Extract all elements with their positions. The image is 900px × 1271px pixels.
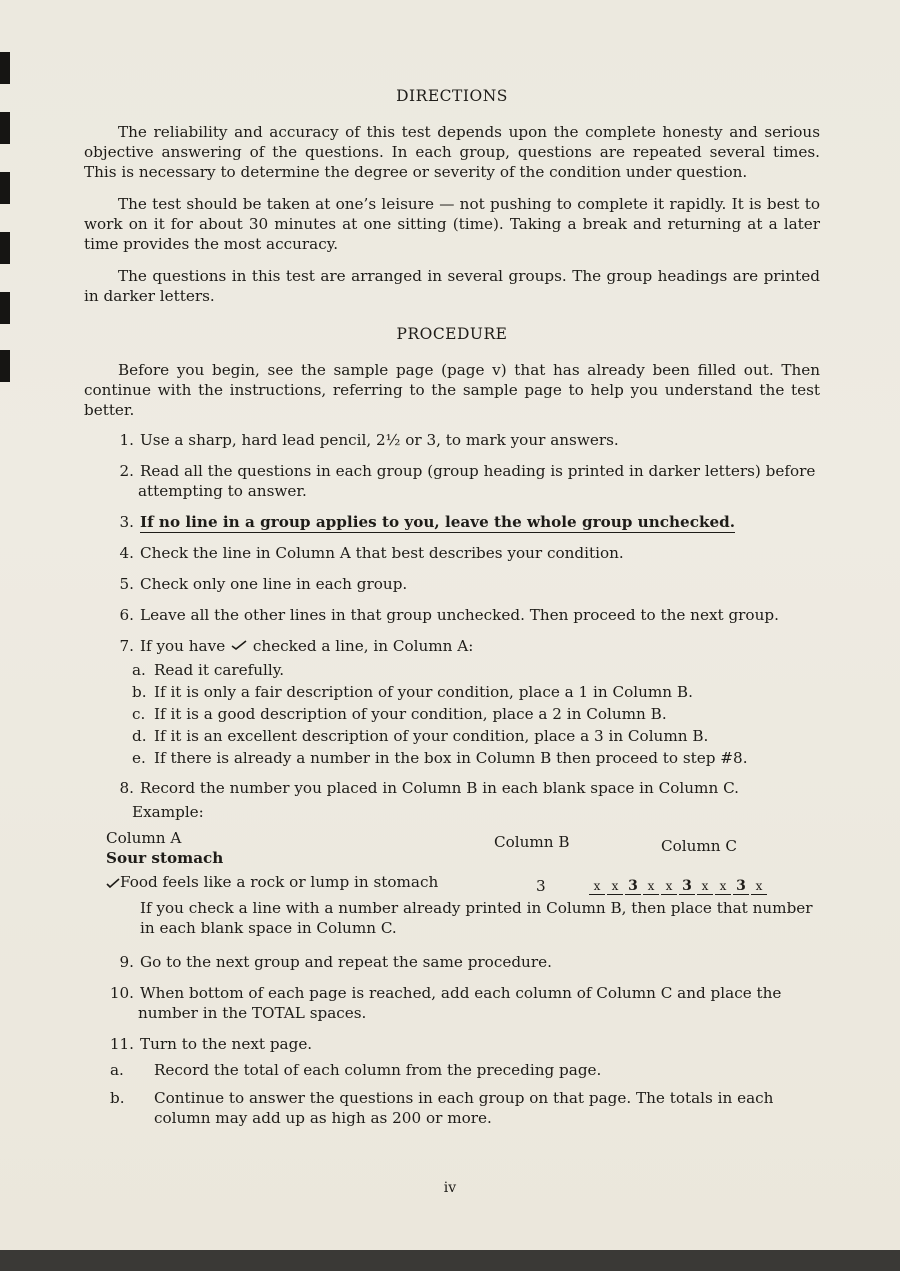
checkmark-icon	[230, 639, 248, 651]
substep: e. If there is already a number in the box in Column B then proceed to step #8.	[132, 749, 748, 767]
binding-hole	[0, 232, 10, 264]
directions-paragraph: The questions in this test are arranged in several groups. The group headings are printed in darker letters.	[84, 267, 820, 305]
step-text: Leave all the other lines in that group unchecked. Then proceed to the next group.	[140, 606, 779, 624]
column-c-blank: x	[589, 878, 605, 895]
step-number: 6.	[119, 606, 134, 624]
substep: c. If it is a good description of your condition, place a 2 in Column B.	[132, 705, 667, 723]
substep: a. Record the total of each column from the preceding page.	[110, 1061, 602, 1079]
substep: a. Read it carefully.	[132, 661, 285, 679]
page-number: iv	[443, 1180, 457, 1196]
step-text: Go to the next group and repeat the same procedure.	[140, 953, 552, 971]
binding-hole	[0, 52, 10, 84]
step8-note: If you check a line with a number already printed in Column B, then place that number in each blank space in Column C.	[140, 899, 813, 937]
binding-hole	[0, 172, 10, 204]
step-number: 8.	[119, 779, 134, 797]
column-c-blank: 3	[625, 878, 641, 895]
column-c-blank: 3	[679, 878, 695, 895]
procedure-intro: Before you begin, see the sample page (page v) that has already been filled out. Then continue with the instructions, referring to the sample page to help you understand the test better.	[84, 361, 820, 419]
procedure-step	[84, 605, 820, 625]
step-text: When bottom of each page is reached, add each column of Column C and place the number in the TOTAL spaces.	[138, 984, 782, 1022]
procedure-step	[84, 461, 820, 501]
column-c-blank: x	[715, 878, 731, 895]
example-line-text: Food feels like a rock or lump in stomach	[120, 873, 439, 891]
column-c-blank: x	[697, 878, 713, 895]
example-line	[106, 872, 438, 892]
procedure-step	[84, 430, 820, 450]
example-column-c-header: Column C	[661, 837, 738, 855]
procedure-step	[84, 778, 820, 798]
step7-substeps	[84, 660, 820, 768]
column-c-blank: x	[751, 878, 767, 895]
step11-substeps	[84, 1060, 820, 1128]
procedure-step	[84, 983, 820, 1023]
procedure-step	[84, 636, 820, 656]
step-text: Check the line in Column A that best describes your condition.	[140, 544, 624, 562]
step-text-emphasized: If no line in a group applies to you, leave the whole group unchecked.	[140, 513, 736, 531]
example-group-heading: Sour stomach	[106, 849, 224, 867]
step-text: Record the number you placed in Column B in each blank space in Column C.	[140, 779, 739, 797]
example-column-a-header: Column A	[106, 829, 182, 847]
step-text: Turn to the next page.	[140, 1035, 313, 1053]
directions-paragraph: The test should be taken at one’s leisure — not pushing to complete it rapidly. It is best to work on it for about 30 minutes at one sitting (time). Taking a break and returning at a later time provides the most accuracy.	[84, 195, 820, 253]
procedure-step	[84, 543, 820, 563]
directions-paragraph: The reliability and accuracy of this test depends upon the complete honesty and serious objective answering of the questions. In each group, questions are repeated several times. This is necessary to determine the degree or severity of the condition under question.	[84, 123, 820, 181]
step-number: 11.	[109, 1035, 134, 1053]
example-column-c-blanks	[589, 878, 767, 895]
binding-hole	[0, 112, 10, 144]
step-number: 2.	[119, 462, 134, 480]
step-text: checked a line, in Column A:	[252, 637, 474, 655]
example-column-b-header: Column B	[494, 833, 570, 851]
step-text: Check only one line in each group.	[140, 575, 408, 593]
page-content	[84, 86, 820, 1136]
column-c-blank: x	[607, 878, 623, 895]
step-text: If you have	[140, 637, 226, 655]
substep: d. If it is an excellent description of your condition, place a 3 in Column B.	[132, 727, 709, 745]
step-number: 10.	[109, 984, 134, 1002]
procedure-step	[84, 574, 820, 594]
example-label: Example:	[132, 803, 204, 821]
step-number: 7.	[119, 637, 134, 655]
substep: b. Continue to answer the questions in each group on that page. The totals in each column may add up as high as 200 or more.	[110, 1089, 774, 1127]
binding-hole	[0, 350, 10, 382]
example-block	[84, 828, 820, 895]
column-c-blank: x	[643, 878, 659, 895]
procedure-step	[84, 512, 820, 532]
step-number: 1.	[119, 431, 134, 449]
binding-hole	[0, 292, 10, 324]
procedure-step	[84, 1034, 820, 1054]
step-number: 3.	[119, 513, 134, 531]
step-number: 4.	[119, 544, 134, 562]
substep: b. If it is only a fair description of your condition, place a 1 in Column B.	[132, 683, 693, 701]
step-text: Read all the questions in each group (group heading is printed in darker letters) before attempting to answer.	[138, 462, 816, 500]
column-c-blank: x	[661, 878, 677, 895]
step-text: Use a sharp, hard lead pencil, 2½ or 3, to mark your answers.	[140, 431, 619, 449]
procedure-step	[84, 952, 820, 972]
checkmark-icon	[106, 878, 120, 888]
example-column-b-value: 3	[536, 877, 546, 895]
step-number: 9.	[119, 953, 134, 971]
directions-heading: DIRECTIONS	[396, 87, 508, 105]
step-number: 5.	[119, 575, 134, 593]
column-c-blank: 3	[733, 878, 749, 895]
procedure-heading: PROCEDURE	[396, 325, 508, 343]
